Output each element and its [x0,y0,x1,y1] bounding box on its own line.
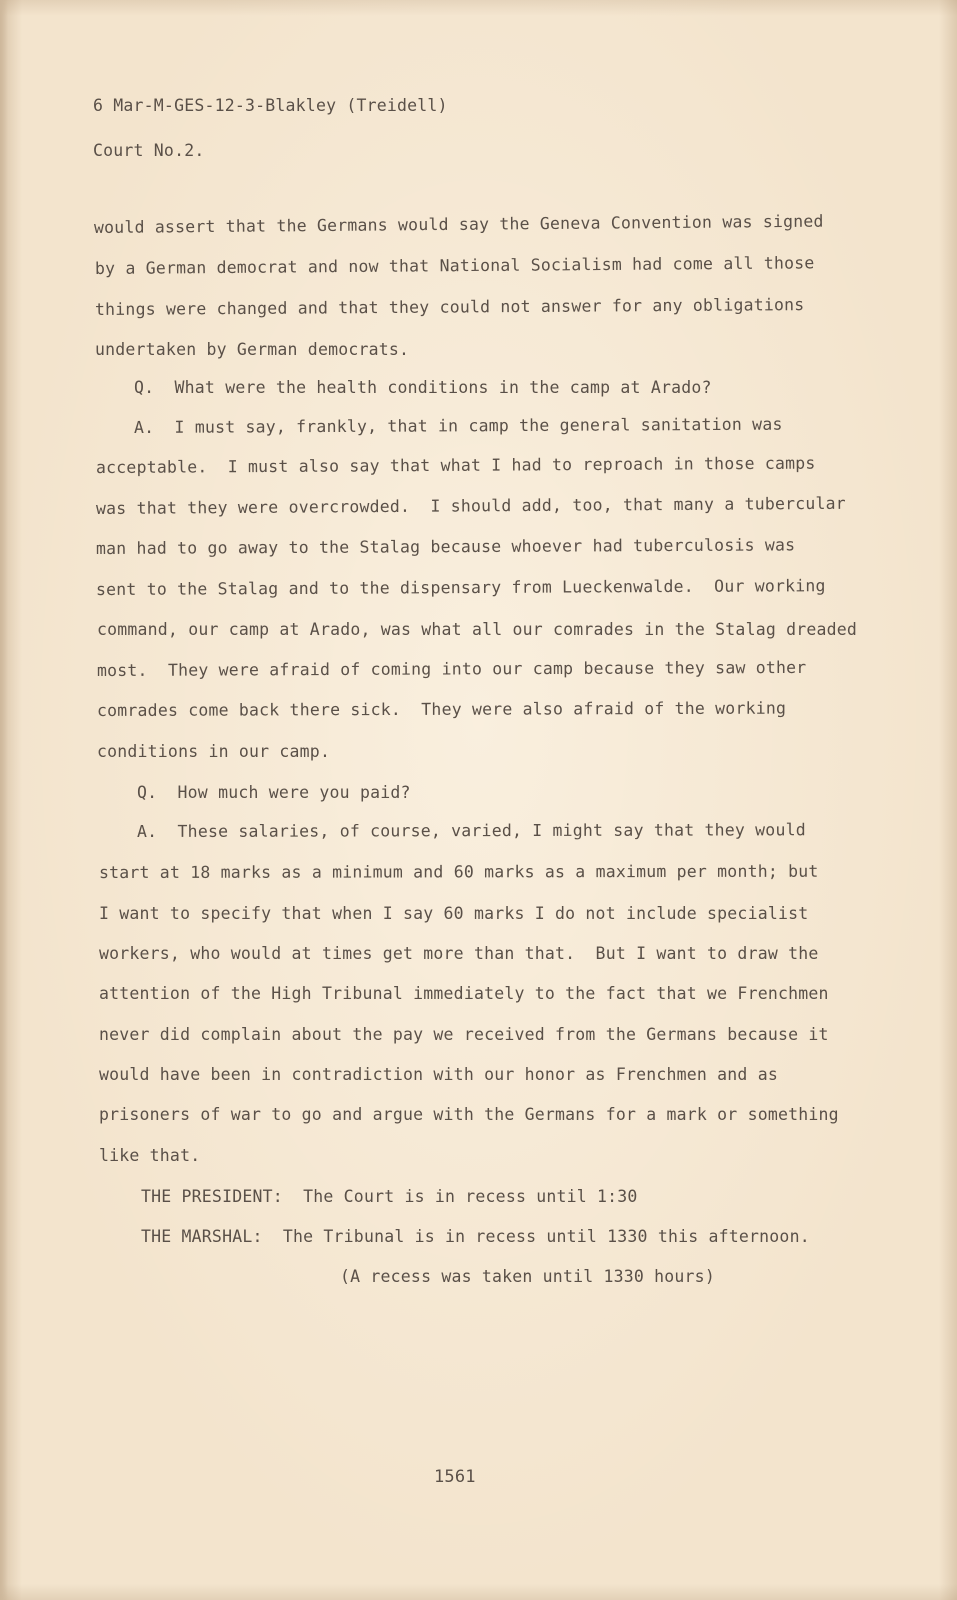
text-line: would assert that the Germans would say the Geneva Convention was signed [93,211,824,237]
answer-line: like that. [99,1146,201,1165]
answer-line: attention of the High Tribunal immediately to the fact that we Frenchmen [99,984,829,1003]
document-header-id: 6 Mar-M-GES-12-3-Blakley (Treidell) [93,96,448,115]
text-line: things were changed and that they could not answer for any obligations [94,295,805,319]
answer-line: workers, who would at times get more than that. But I want to draw the [99,944,819,963]
question-line: Q. What were the health conditions in the camp at Arado? [134,378,712,397]
answer-line: command, our camp at Arado, was what all our comrades in the Stalag dreaded [97,620,858,639]
answer-line: never did complain about the pay we received from the Germans because it [99,1025,829,1044]
answer-line: conditions in our camp. [97,742,331,761]
answer-line: A. I must say, frankly, that in camp the general sanitation was [133,414,783,437]
question-line: Q. How much were you paid? [137,783,411,802]
marshal-statement: THE MARSHAL: The Tribunal is in recess until 1330 this afternoon. [141,1227,810,1246]
answer-line: I want to specify that when I say 60 marks I do not include specialist [99,904,809,923]
answer-line: most. They were afraid of coming into our camp because they saw other [96,657,807,680]
recess-note: (A recess was taken until 1330 hours) [340,1267,715,1286]
answer-line: would have been in contradiction with our honor as Frenchmen and as [99,1065,778,1084]
court-number: Court No.2. [93,141,205,160]
answer-line: start at 18 marks as a minimum and 60 marks as a maximum per month; but [98,861,819,882]
text-line: undertaken by German democrats. [95,340,410,359]
answer-line: was that they were overcrowded. I should add, too, that many a tubercular [95,493,846,518]
answer-line: comrades come back there sick. They were also afraid of the working [96,698,787,720]
answer-line: prisoners of war to go and argue with the Germans for a mark or something [99,1105,839,1124]
answer-line: man had to go away to the Stalag because whoever had tuberculosis was [95,535,796,558]
answer-line: A. These salaries, of course, varied, I might say that they would [136,820,806,841]
answer-line: sent to the Stalag and to the dispensary from Lueckenwalde. Our working [95,576,826,599]
page-edge [0,0,8,1600]
answer-line: acceptable. I must also say that what I had to reproach in those camps [95,453,816,477]
president-statement: THE PRESIDENT: The Court is in recess until 1:30 [141,1187,638,1206]
text-line: by a German democrat and now that National Socialism had come all those [94,253,815,278]
page-number: 1561 [434,1467,476,1487]
